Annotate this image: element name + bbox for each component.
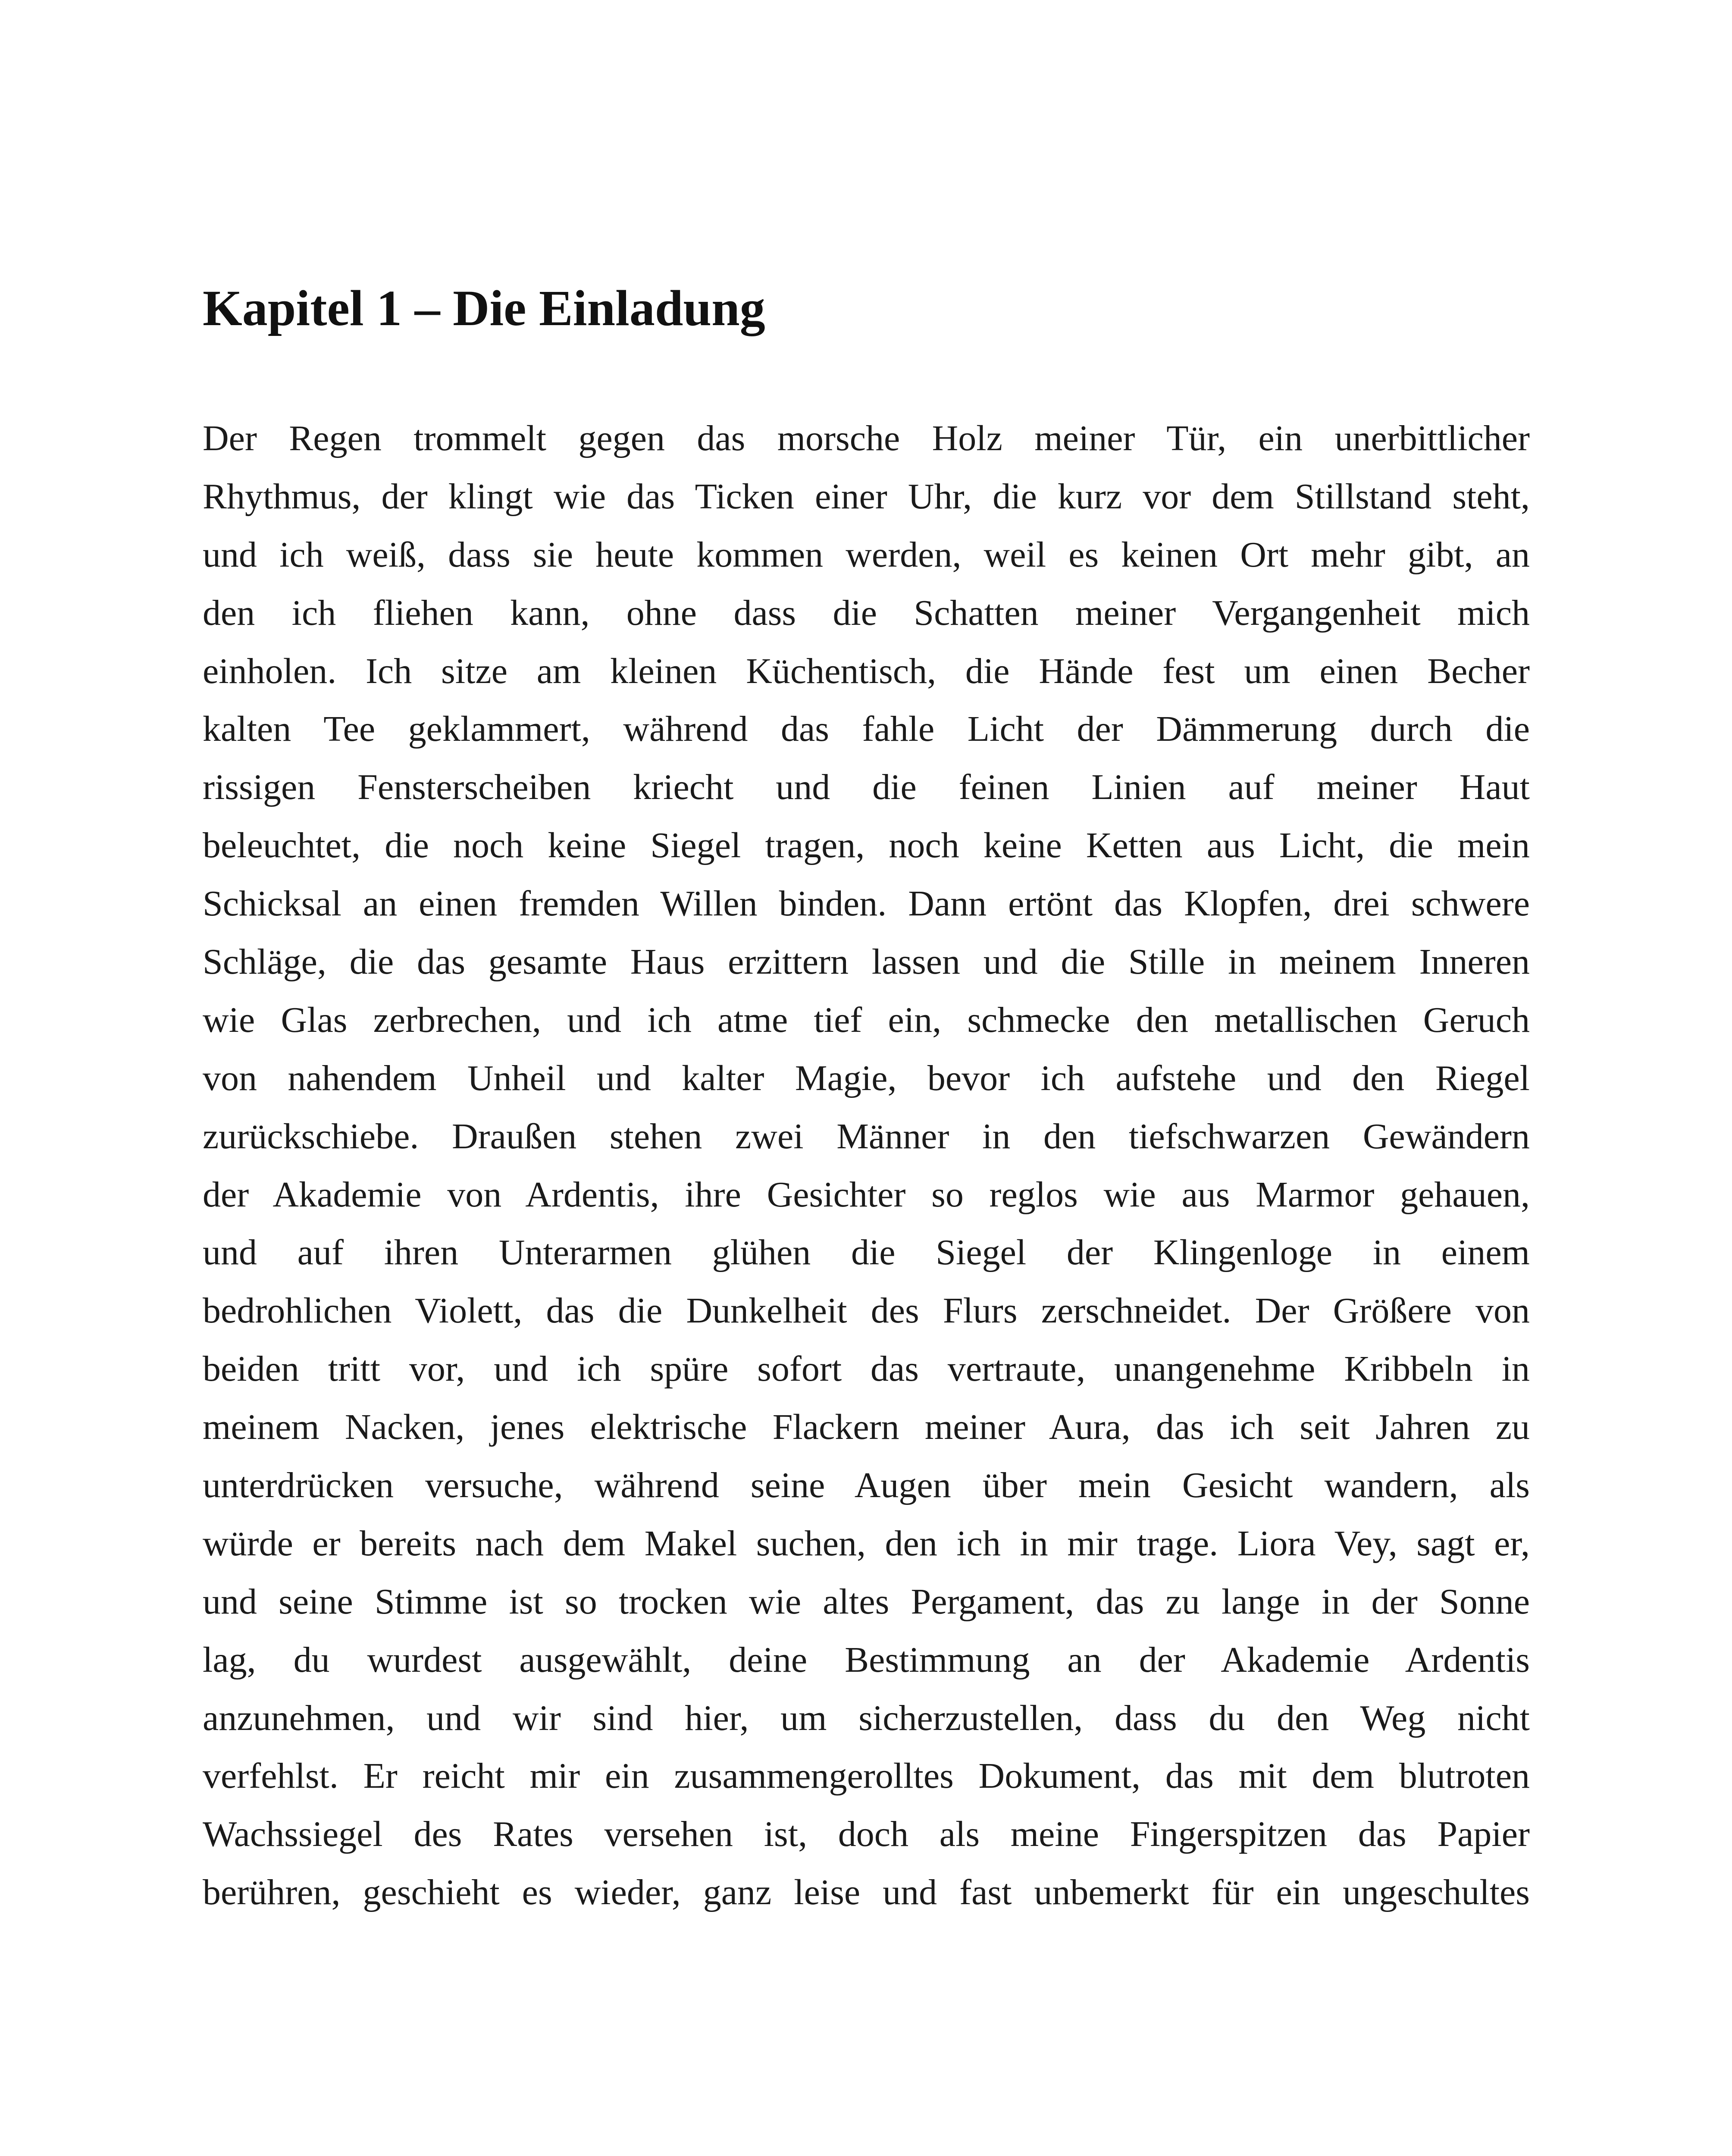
text-line: einholen. Ich sitze am kleinen Küchentisch, die Hände fest um einen Becher: [203, 651, 1530, 691]
text-line: berühren, geschieht es wieder, ganz leise und fast unbemerkt für ein ungeschultes: [203, 1872, 1530, 1913]
chapter-title: Kapitel 1 – Die Einladung: [203, 280, 765, 336]
text-line: Rhythmus, der klingt wie das Ticken einer Uhr, die kurz vor dem Stillstand steht,: [203, 476, 1530, 517]
text-line: Schicksal an einen fremden Willen binden. Dann ertönt das Klopfen, drei schwere: [203, 884, 1530, 924]
text-line: Wachssiegel des Rates versehen ist, doch als meine Fingerspitzen das Papier: [203, 1814, 1530, 1855]
text-line: kalten Tee geklammert, während das fahle Licht der Dämmerung durch die: [203, 709, 1530, 749]
text-line: verfehlst. Er reicht mir ein zusammengerolltes Dokument, das mit dem blutroten: [203, 1756, 1530, 1796]
text-line: und auf ihren Unterarmen glühen die Siegel der Klingenloge in einem: [203, 1232, 1530, 1273]
text-line: zurückschiebe. Draußen stehen zwei Männer in den tiefschwarzen Gewändern: [203, 1116, 1530, 1156]
text-line: beiden tritt vor, und ich spüre sofort das vertraute, unangenehme Kribbeln in: [203, 1349, 1530, 1389]
text-line: Der Regen trommelt gegen das morsche Holz meiner Tür, ein unerbittlicher: [203, 418, 1530, 458]
text-line: von nahendem Unheil und kalter Magie, bevor ich aufstehe und den Riegel: [203, 1058, 1530, 1098]
text-line: unterdrücken versuche, während seine Augen über mein Gesicht wandern, als: [203, 1465, 1530, 1506]
text-line: und ich weiß, dass sie heute kommen werden, weil es keinen Ort mehr gibt, an: [203, 534, 1530, 575]
text-line: und seine Stimme ist so trocken wie altes Pergament, das zu lange in der Sonne: [203, 1581, 1530, 1622]
text-line: lag, du wurdest ausgewählt, deine Bestimmung an der Akademie Ardentis: [203, 1639, 1530, 1680]
text-line: rissigen Fensterscheiben kriecht und die feinen Linien auf meiner Haut: [203, 767, 1530, 808]
text-line: Schläge, die das gesamte Haus erzittern lassen und die Stille in meinem Inneren: [203, 942, 1530, 982]
text-line: wie Glas zerbrechen, und ich atme tief ein, schmecke den metallischen Geruch: [203, 1000, 1530, 1040]
text-line: den ich fliehen kann, ohne dass die Schatten meiner Vergangenheit mich: [203, 592, 1530, 633]
text-line: meinem Nacken, jenes elektrische Flackern meiner Aura, das ich seit Jahren zu: [203, 1407, 1530, 1448]
text-line: anzunehmen, und wir sind hier, um sicherzustellen, dass du den Weg nicht: [203, 1698, 1530, 1738]
chapter-body-paragraph: [203, 410, 1530, 1922]
text-line: beleuchtet, die noch keine Siegel tragen, noch keine Ketten aus Licht, die mein: [203, 825, 1530, 866]
text-line: der Akademie von Ardentis, ihre Gesichter so reglos wie aus Marmor gehauen,: [203, 1174, 1530, 1215]
text-line: bedrohlichen Violett, das die Dunkelheit des Flurs zerschneidet. Der Größere von: [203, 1291, 1530, 1331]
text-line: würde er bereits nach dem Makel suchen, den ich in mir trage. Liora Vey, sagt er,: [203, 1523, 1530, 1564]
